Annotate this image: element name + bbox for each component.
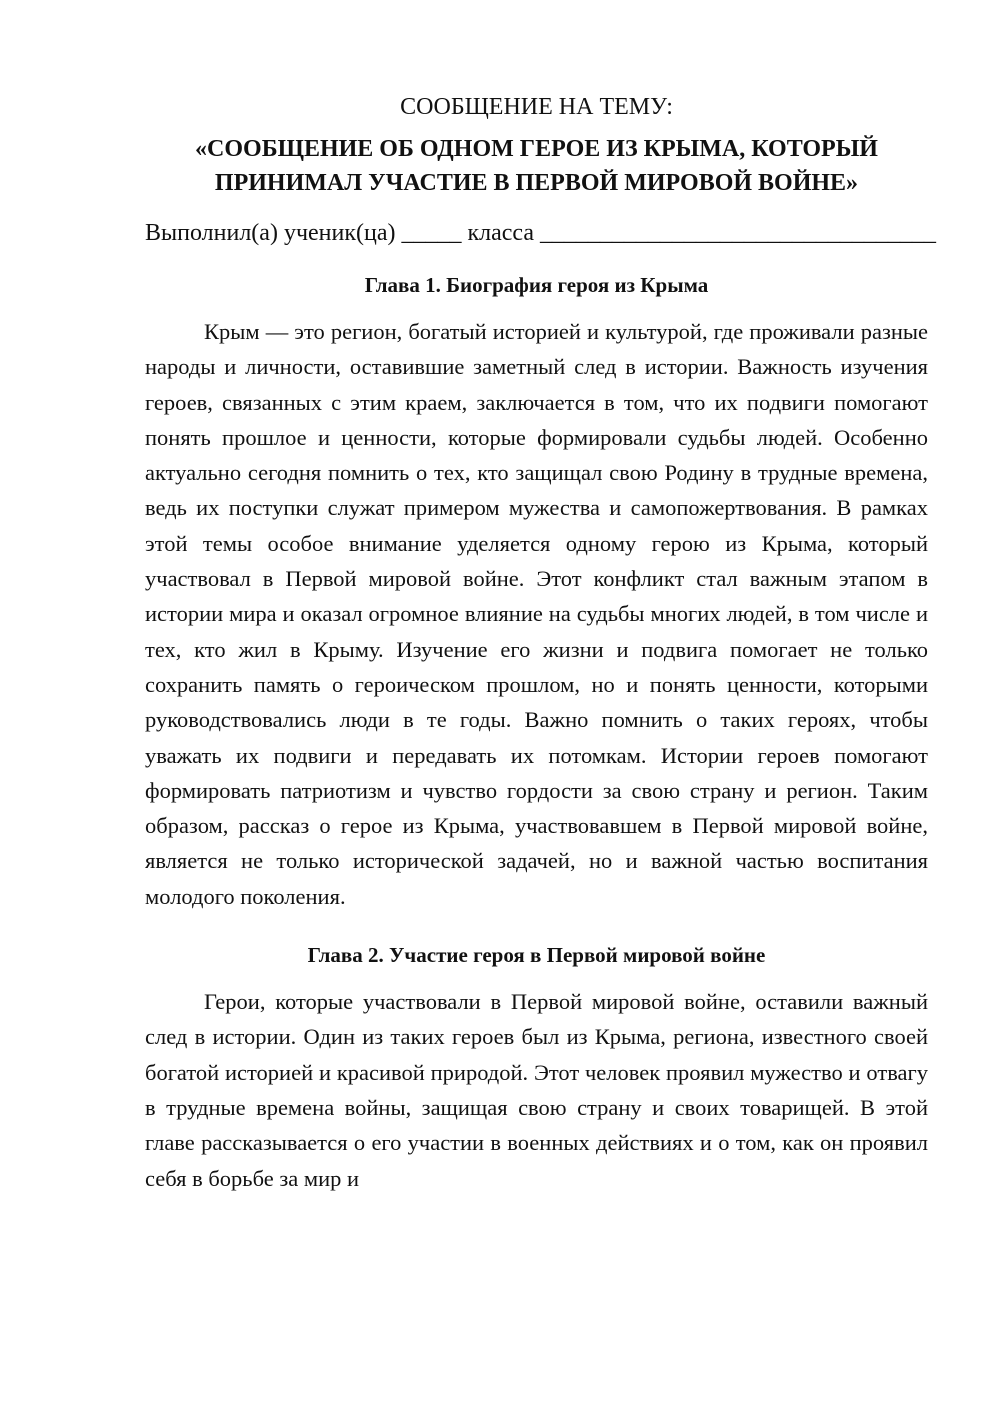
document-page xyxy=(145,90,937,1196)
document-heading: СООБЩЕНИЕ НА ТЕМУ: xyxy=(400,94,673,120)
chapter-2-paragraph: Герои, которые участвовали в Первой мировой войне, оставили важный след в истории. Один из таких героев был из Крыма, региона, известного своей богатой историей и красивой природой. Этот человек проявил мужество и отвагу в трудные времена войны, защищая свою страну и своих товарищей. В этой главе рассказывается о его участии в военных действиях и о том, как он проявил себя в борьбе за мир и xyxy=(145,989,928,1191)
author-line: Выполнил(а) ученик(ца) _____ класса _________________________________ xyxy=(145,220,937,246)
chapter-1-paragraph: Крым — это регион, богатый историей и культурой, где проживали разные народы и личности, оставившие заметный след в истории. Важность изучения героев, связанных с этим краем, заключается в том, что их подвиги помогают понять прошлое и ценности, которые формировали судьбы людей. Особенно актуально сегодня помнить о тех, кто защищал свою Родину в трудные времена, ведь их поступки служат примером мужества и самопожертвования. В рамках этой темы особое внимание уделяется одному герою из Крыма, который участвовал в Первой мировой войне. Этот конфликт стал важным этапом в истории мира и оказал огромное влияние на судьбы многих людей, в том числе и тех, кто жил в Крыму. Изучение его жизни и подвига помогает не только сохранить память о героическом прошлом, но и понять ценности, которыми руководствовались люди в те годы. Важно помнить о таких героях, чтобы уважать их подвиги и передавать их потомкам. Истории героев помогают формировать патриотизм и чувство гордости за свою страну и регион. Таким образом, рассказ о герое из Крыма, участвовавшем в Первой мировой войне, является не только исторической задачей, но и важной частью воспитания молодого поколения. xyxy=(145,319,928,909)
chapter-1-title: Глава 1. Биография героя из Крыма xyxy=(364,273,709,297)
document-title: «СООБЩЕНИЕ ОБ ОДНОМ ГЕРОЕ ИЗ КРЫМА, КОТОРЫЙ ПРИНИМАЛ УЧАСТИЕ В ПЕРВОЙ МИРОВОЙ ВОЙНЕ» xyxy=(195,136,878,196)
chapter-2-title: Глава 2. Участие героя в Первой мировой войне xyxy=(307,943,766,968)
